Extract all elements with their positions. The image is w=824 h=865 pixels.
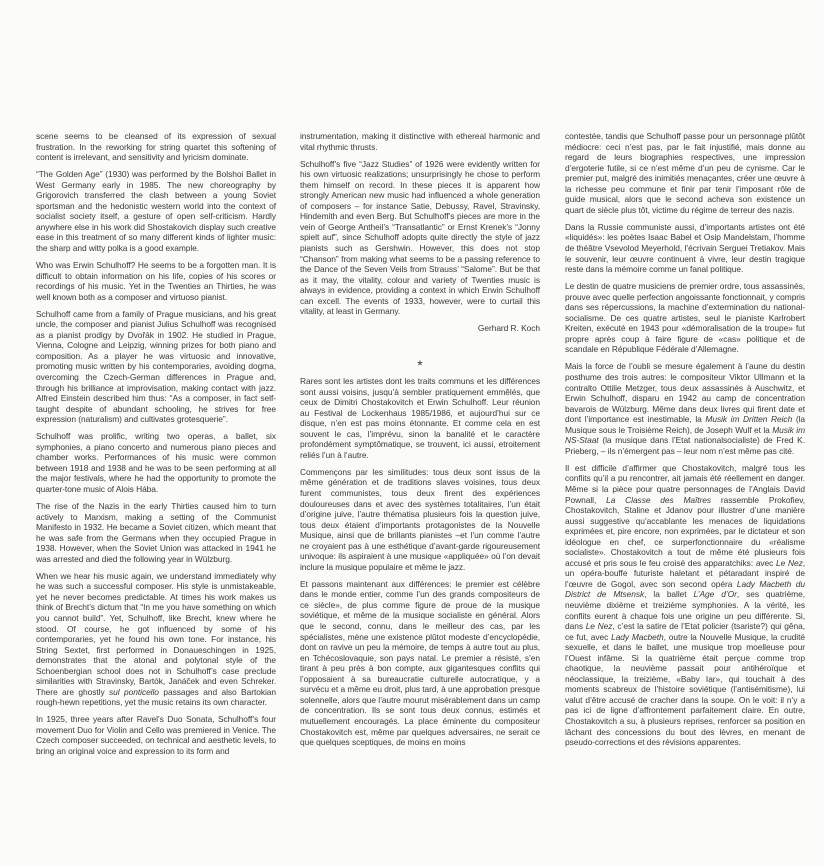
paragraph: Mais la force de l’oubli se mesure également à l’aune du destin posthume des trois autres: le compositeur Viktor Ullmann et la contralto Ottilie Metzger, tous deux assassinés à Auschwitz, et Erwin Schulhoff, disparu en 1942 au camp de concentration bavarois de Wülzburg. Même dans deux livres qui firent date et dont l’importance est inestimable, la Musik im Dritten Reich (la Musique sous le Troisième Reich), de Joseph Wulf et la Musik im NS-Staat (la musique dans l’Etat nationalsocialiste) de Fred K. Prieberg, – ils n’émergent pas – leur nom n’est même pas cité. <box>565 361 805 456</box>
paragraph: contestée, tandis que Schulhoff passe pour un personnage plûtôt médiocre: ceci n’est pas, par le fait injustifié, mais donne au regard de leurs biographies respectives, une impression d’ergoterie futile, si ce n’est même d’un peu de cynisme. Car le premier put, malgré des inimitiés menaçantes, créer une œuvre à la richesse peu commune et finir par tenir l’imposant rôle de guide musical, alors que le second acheva son existence un quart de siècle plus tôt, victime du régime de terreur des nazis. <box>565 131 805 215</box>
paragraph: Who was Erwin Schulhoff? He seems to be a forgotten man. It is difficult to obtain information on his life, copies of his scores or recordings of his music. Yet in the Twenties an Thirties, he was well known both as a composer and virtuoso pianist. <box>36 260 276 302</box>
paragraph: Et passons maintenant aux différences: le premier est célèbre dans le monde entier, comme l’un des grands compositeurs de ce siècle», de plus comme figure de proue de la musique soviétique, et même de la musique socialiste en général. Alors que le second, connu, dans le meilleur des cas, par les spécialistes, mène une existence plûtot modeste d’encyclopédie, dont on ravive un peu la mémoire, de temps à autre tout au plus, en Tchécoslovaquie, son pays natal. Le premier a résisté, s’en tirant à peu près à bon compte, aux gigantesques conflits qui l’opposaient à sa bureaucratie culturelle autocratique, y a survécu et a même eu droit, plus tard, à une approbation presque solennelle, alors que l’autre mourut misérablement dans un camp de concentration. Ils se sont tous deux connus, estimés et mutuellement encouragés. La place éminente du compositeur Chostakovitch est, même par quelques adversaires, ne serait ce que quelques sceptiques, de moins en moins <box>300 578 540 748</box>
paragraph: Le destin de quatre musiciens de premier ordre, tous assassinés, prouve avec quelle perfection angoissante fonctionnait, y compris dans ses répercussions, la machine d’extermination du national-socialisme. De ces quatre artistes, seul le pianiste Karlrobert Kreiten, exécuté en 1943 pour «démoralisation de la troupe» fut propre après coup à faire figure de «cas» politique et de scandale en République Fédérale d’Allemagne. <box>565 281 805 355</box>
paragraph: Schulhoff came from a family of Prague musicians, and his great uncle, the composer and pianist Julius Schulhoff was recognised as a pianist prodigy by Dvořák in 1902. He studied in Prague, Vienna, Cologne and Leipzig, winning prizes for both piano and composition. As a player he was virtuosic and innovative, promoting music written by his contemporaries, avoiding dogma, overcoming the Czech-German differences in Prague and, through his brilliance at improvisation, making contact with jazz. Alfred Einstein described him thus: “As a composer, in fact self-taught despite of abundant schooling, he strives for free expression (naturalism) and cultivates grotesquerie”. <box>36 308 276 425</box>
paragraph: scene seems to be cleansed of its expression of sexual frustration. In the reworking for string quartet this softening of content is irrelevant, and sensitivity and lyricism dominate. <box>36 131 276 163</box>
paragraph: instrumentation, making it distinctive with ethereal harmonic and vital rhythmic thrusts. <box>300 131 540 152</box>
paragraph: Commençons par les similitudes: tous deux sont issus de la même génération et de traditions slaves voisines, tous deux furent communistes, tous deux firent des expériences douloureuses dans et avec des systèmes totalitaires, l’un était d’origine juive, l’autre thématisa plusieurs fois la question juive, tous deux étaient d’importants protagonistes de la Nouvelle Musique, ainsi que de brillants pianistes –et l’un comme l’autre ne croyaient pas à une esthétique d’avant-garde rigoureusement univoque: ils aspiraient à une musique «appliquée» où l’on devait inclure la musique populaire et même le jazz. <box>300 466 540 572</box>
paragraph: “The Golden Age” (1930) was performed by the Bolshoi Ballet in West Germany early in 1985. The new choreography by Grigorovich transferred the clash between a young Soviet sportsman and the hedonistic western world into the context of socialist society itself, a gesture of open self-criticism. Hardly anywhere else in his work did Shostakovich display such creative ease in this treatment of so many different kinds of lighter music: the sharp and witty polka is a good example. <box>36 169 276 253</box>
paragraph: The rise of the Nazis in the early Thirties caused him to turn actively to Marxism, making a setting of the Communist Manifesto in 1932. He became a Soviet citizen, which meant that he was safe from the Germans when they occupied Prague in 1938. However, when the Soviet Union was attacked in 1941 he was arrested and died the following year in Wülzburg. <box>36 501 276 564</box>
paragraph: Schulhoff was prolific, writing two operas, a ballet, six symphonies, a piano concerto and numerous piano pieces and chamber works. Performances of his music were common between 1918 and 1938 and he was to be seen performing at all the major festivals, where he had the opportunity to promote the quarter-tone music of Alois Hába. <box>36 431 276 494</box>
section-separator: * <box>417 356 423 373</box>
french-column-1 <box>300 376 540 754</box>
paragraph: Il est difficile d’affirmer que Chostakovitch, malgré tous les conflits qu’il a pu rencontrer, ait jamais été réellement en danger. Même si la pièce pour quatre personnages de l’Anglais David Pownall, La Classe des Maîtres rassemble Prokofiev, Chostakovitch, Staline et Jdanov pour illustrer d’une manière aussi suggestive qu’accablante les menaces de liquidations exprimées et, pire encore, non exprimées, par le dictateur et son idéologue en chef, ce surperfonctionnaire du «réalisme socialiste». Chostakovitch a tout de même été plusieurs fois accusé et pris sous le feu croisé des apparatchiks: avec Le Nez, un opéra-bouffe futuriste haletant et pétaradant inspiré de l’œuvre de Gogol, avec son second opéra Lady Macbeth du District de Mtsensk, la ballet L’Age d’Or, ses quatrième, neuvième dixième et treizième symphonies. A la vérité, les conflits eurent à chaque fois une origine un peu différente. Si, dans Le Nez, c’est la satire de l’Etat policier (tsariste?) qui gêna, ce fut, avec Lady Macbeth, outre la Nouvelle Musique, la crudité sexuelle, et dans le ballet, une musique trop moelleuse pour l’Ouest infâme. Si la quatrième était perçue comme trop chaotique, la neuvième passait pour antihéroïque et néoclassique, la treizième, «Baby Iar», qui touchait à des moments scabreux de l’histoire soviétique (l’antisémitisme), lui valut d’être accusé de cracher dans la soupe. On le voit: il n’y a pas ici de ligne d’affrontement parfaitement claire. En outre, Chostakovitch a su, à plusieurs reprises, renforcer sa position en lâchant des concessions du bout des lèvres, en menant de pseudo-corrections et des révisions apparentes. <box>565 462 805 748</box>
paragraph: Rares sont les artistes dont les traits communs et les différences sont aussi voisins, jusqu’à sembler pratiquement emmêlés, que ceux de Dimitri Chostakovitch et Erwin Schulhoff. Leur réunion au Festival de Lockenhaus 1985/1986, et aujourd’hui sur ce disque, n’en est pas moins étonnante. Et comme cela en est souvent le cas, l’imprévu, sinon la banalité et le caractère profondément symptômatique, se trouvent, ici aussi, etroitement reliés l’un à l’autre. <box>300 376 540 460</box>
paragraph: Dans la Russie communiste aussi, d’importants artistes ont été «liquidés»: les poètes Isaac Babel et Osip Mandelstam, l’homme de théâtre Vsevolod Meyerhold, l’écrivain Serguei Tretiakov. Mais le souvenir, leur œuvre continuent à vivre, leur destin tragique reste dans la mémoire comme un fanal politique. <box>565 221 805 275</box>
english-column-2 <box>300 131 540 378</box>
author-signature: Gerhard R. Koch <box>477 323 540 334</box>
english-column-1 <box>36 131 276 763</box>
french-column-2 <box>565 131 805 754</box>
paragraph: Schulhoff’s five “Jazz Studies” of 1926 were evidently written for his own virtuosic realizations; unsurprisingly he chose to perform them himself on record. In these pieces it is apparent how strongly American new music had influenced a whole generation of composers – for instance Satie, Debussy, Ravel, Stravinsky, Hindemith and even Berg. But Schulhoff’s pieces are more in the vein of George Antheil’s “Transatlantic” or Ernst Krenek’s “Jonny spielt auf”, since Schulhoff adopts quite directly the style of jazz pianists such as Gershwin. However, this does not stop “Chanson” from making what seems to be a passing reference to the Dance of the Seven Veils from Strauss’ “Salome”. But be that as it may, the vitality, colour and variety of Twenties music is always in evidence, providing a context in which Erwin Schulhoff can excell. The events of 1933, however, were to curtail this vitality, at least in Germany. <box>300 158 540 317</box>
paragraph: When we hear his music again, we understand immediately why he was such a successful composer. His style is unmistakeable, yet he never becomes predictable. At times his work makes us think of Brecht’s dictum that “In me you have something on which you cannot build”. Yet, Schulhoff, like Brecht, knew where he stood. Of course, he got influenced by some of his contemporaries, yet he found his own tone. For instance, his String Sextet, first performed in Donaueschingen in 1925, demonstrates that the atonal and polytonal style of the Schoenbergian school does not in Schulhoff’s case preclude similarities with Stravinsky, Bartók, Janáček and even Schreker. There are ghostly sul ponticello passages and also Bartokian rough-hewn repetitions, yet the music retains its own character. <box>36 570 276 708</box>
paragraph: In 1925, three years after Ravel’s Duo Sonata, Schulhoff’s four movement Duo for Violin and Cello was premiered in Venice. The Czech composer succeeded, on technical and aesthetic levels, to bring an original voice and expression to its form and <box>36 714 276 757</box>
